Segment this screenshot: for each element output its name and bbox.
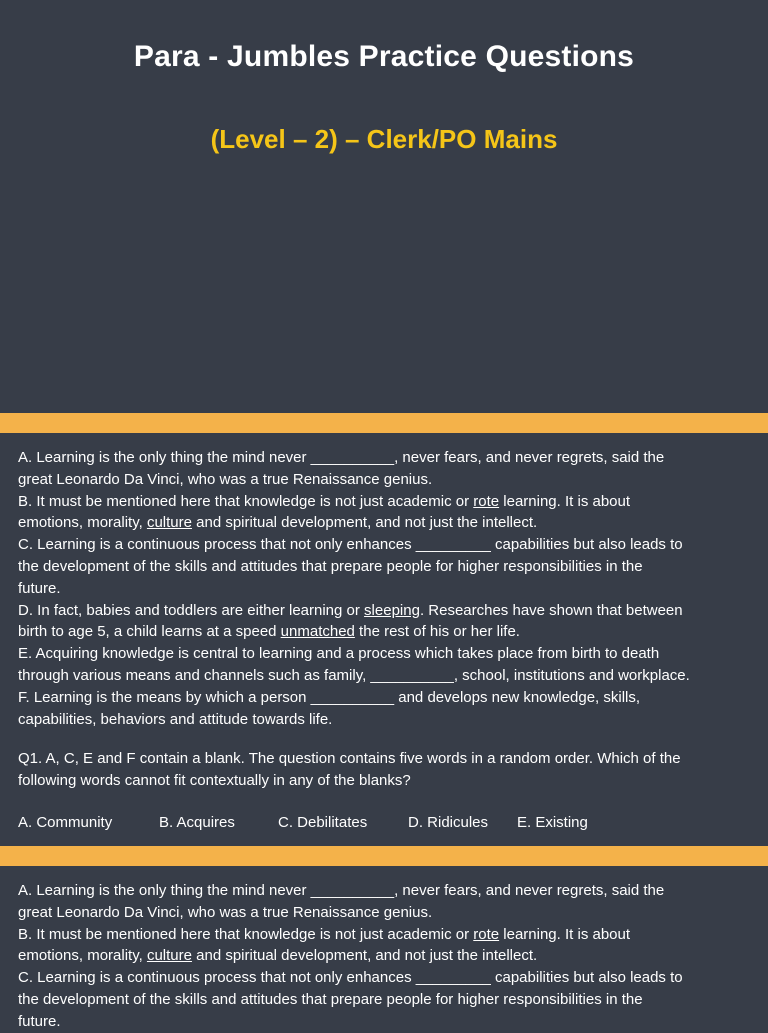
passage-c-line: the development of the skills and attitudes that prepare people for higher responsibilities in the [18,557,643,575]
underlined-word: culture [146,947,192,965]
page-title: Para - Jumbles Practice Questions [133,40,635,73]
option-d: D. Ridicules [408,814,489,831]
passage-f-line: capabilities, behaviors and attitude towards life. [18,710,333,728]
text-span: emotions, morality, [18,514,147,532]
passage-b-line [18,491,758,513]
text-span: and spiritual development, and not just the intellect. [191,947,538,965]
text-span: B. It must be mentioned here that knowledge is not just academic or [18,492,474,510]
underlined-word: sleeping [364,601,420,619]
text-span: emotions, morality, [18,947,147,965]
passage-b-line [18,945,758,967]
text-span: birth to age 5, a child learns at a speed [18,623,281,641]
text-span: learning. It is about [499,925,631,943]
text-span: D. In fact, babies and toddlers are either learning or [18,601,365,619]
title-slide [0,0,768,413]
option-b: B. Acquires [159,814,235,831]
accent-divider [0,413,768,433]
passage-a-line: A. Learning is the only thing the mind never __________, never fears, and never regrets, said the [18,882,665,899]
passage-c-line: the development of the skills and attitudes that prepare people for higher responsibilities in the [18,990,643,1008]
text-span: learning. It is about [499,492,631,510]
text-span: B. It must be mentioned here that knowledge is not just academic or [18,925,474,943]
question-line: following words cannot fit contextually in any of the blanks? [18,771,411,789]
question-text [18,748,758,792]
passage-e-line: E. Acquiring knowledge is central to learning and a process which takes place from birth to death [18,645,660,663]
passage-block-repeat [18,880,758,1033]
underlined-word: rote [473,492,500,510]
passage-c-line: C. Learning is a continuous process that not only enhances _________ capabilities but also leads to [18,536,683,554]
passage-d-line [18,600,758,622]
page-subtitle: (Level – 2) – Clerk/PO Mains [210,124,558,154]
passage-block [18,447,758,730]
underlined-word: rote [473,925,500,943]
option-e: E. Existing [517,814,588,831]
passage-f-line: F. Learning is the means by which a person __________ and develops new knowledge, skills, [18,688,641,706]
passage-b-line [18,924,758,946]
passage-a-line: great Leonardo Da Vinci, who was a true Renaissance genius. [18,903,433,921]
passage-b-line [18,512,758,534]
option-c: C. Debilitates [278,814,368,831]
underlined-word: culture [146,514,192,532]
passage-c-line: C. Learning is a continuous process that not only enhances _________ capabilities but also leads to [18,969,683,987]
answer-options [18,814,758,831]
question-line: Q1. A, C, E and F contain a blank. The question contains five words in a random order. Which of the [18,750,681,767]
passage-c-line: future. [18,579,61,597]
passage-a-line: great Leonardo Da Vinci, who was a true Renaissance genius. [18,470,433,488]
text-span: and spiritual development, and not just the intellect. [191,514,538,532]
passage-e-line: through various means and channels such as family, __________, school, institutions and workplace. [18,666,690,684]
accent-divider [0,846,768,866]
text-span: . Researches have shown that between [419,601,683,619]
option-a: A. Community [18,814,113,831]
underlined-word: unmatched [280,623,355,641]
text-span: the rest of his or her life. [354,623,520,641]
passage-d-line [18,621,758,643]
passage-a-line: A. Learning is the only thing the mind never __________, never fears, and never regrets, said the [18,449,665,466]
passage-c-line: future. [18,1012,61,1030]
